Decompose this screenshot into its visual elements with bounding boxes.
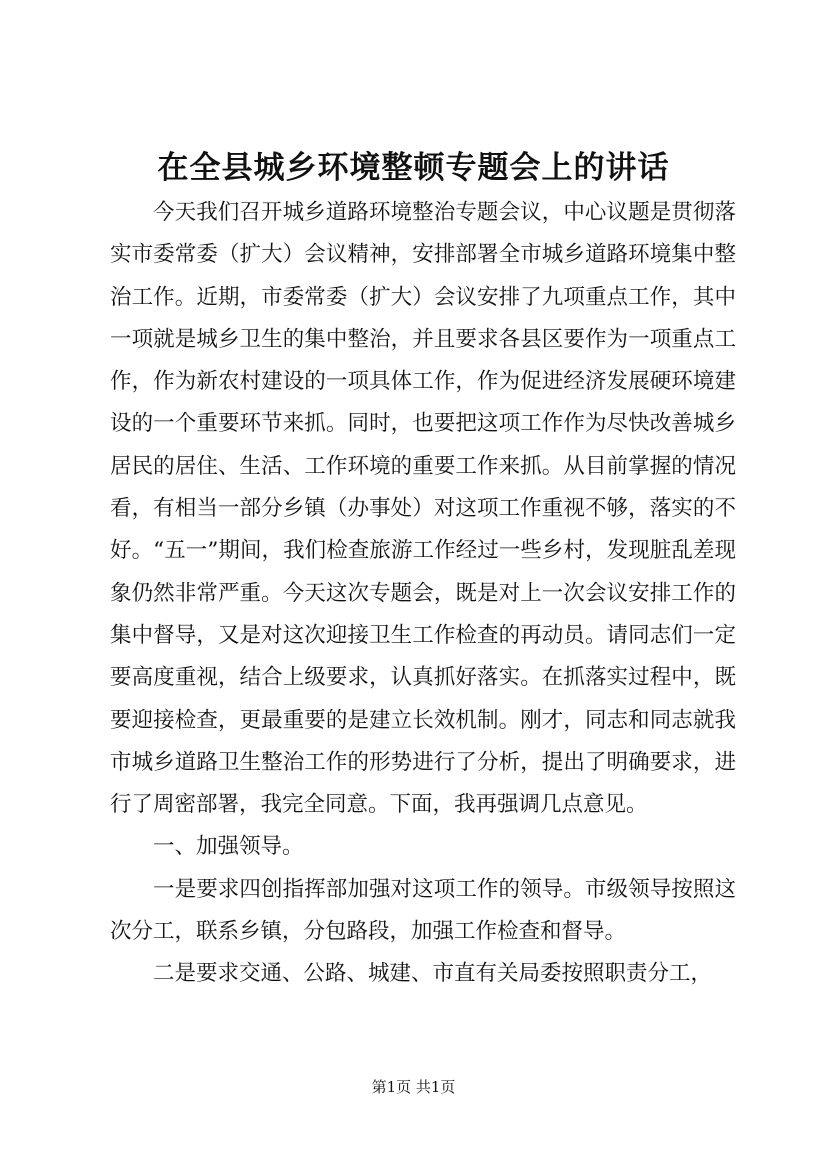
paragraph-section-heading: 一、加强领导。	[153, 834, 304, 860]
document-title: 在全县城乡环境整顿专题会上的讲话	[157, 150, 670, 186]
document-body	[110, 192, 736, 996]
page-footer: 第1页 共1页	[371, 1078, 456, 1096]
paragraph-intro: 今天我们召开城乡道路环境整治专题会议，中心议题是贯彻落实市委常委（扩大）会议精神，安排部署全市城乡道路环境集中整治工作。近期，市委常委（扩大）会议安排了九项重点工作，其中一项就是城乡卫生的集中整治，并且要求各县区要作为一项重点工作，作为新农村建设的一项具体工作，作为促进经济发展硬环境建设的一个重要环节来抓。同时，也要把这项工作作为尽快改善城乡居民的居住、生活、工作环境的重要工作来抓。从目前掌握的情况看，有相当一部分乡镇（办事处）对这项工作重视不够，落实的不好。“五一”期间，我们检查旅游工作经过一些乡村，发现脏乱差现象仍然非常严重。今天这次专题会，既是对上一次会议安排工作的集中督导，又是对这次迎接卫生工作检查的再动员。请同志们一定要高度重视，结合上级要求，认真抓好落实。在抓落实过程中，既要迎接检查，更最重要的是建立长效机制。刚才，同志和同志就我市城乡道路卫生整治工作的形势进行了分析，提出了明确要求，进行了周密部署，我完全同意。下面，我再强调几点意见。	[110, 200, 736, 818]
paragraph-point-one: 一是要求四创指挥部加强对这项工作的领导。市级领导按照这次分工，联系乡镇，分包路段，加强工作检查和督导。	[110, 876, 736, 945]
paragraph-point-two: 二是要求交通、公路、城建、市直有关局委按照职责分工，	[153, 961, 713, 987]
